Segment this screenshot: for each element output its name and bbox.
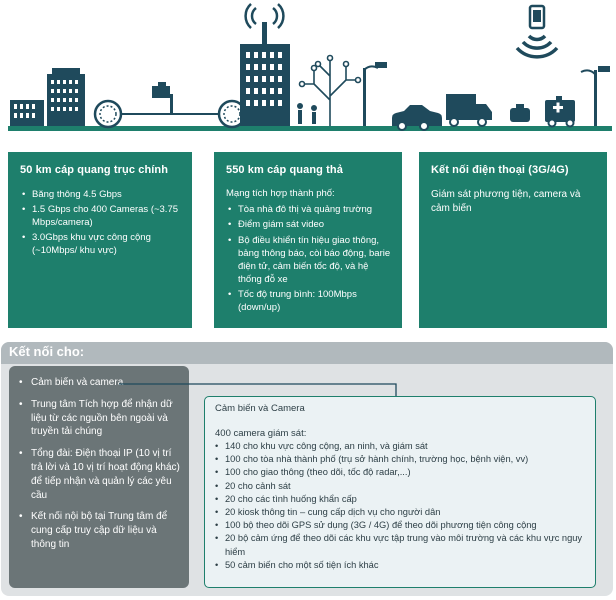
list-item: • 50 cảm biến cho một số tiện ích khác	[215, 559, 585, 572]
city-network-illustration	[0, 0, 616, 150]
person-icon	[297, 103, 317, 124]
circuit-tree-icon	[300, 56, 361, 127]
list-item: • 100 cho tòa nhà thành phố (trụ sở hành chính, trường học, bệnh viện, vv)	[215, 453, 585, 466]
camera-icon	[152, 82, 173, 114]
fiber-ground-line	[8, 126, 612, 131]
list-item: • 20 cho các tình huống khẩn cấp	[215, 493, 585, 506]
ambulance-icon	[545, 96, 575, 127]
list-item: • 100 cho giao thông (theo dõi, tốc độ radar,...)	[215, 466, 585, 479]
list-item: • 20 bộ cảm ứng để theo dõi các khu vực tập trung vào môi trường và các khu vực nguy hiểm	[215, 532, 585, 558]
list-item: • Tòa nhà đô thị và quảng trường	[226, 203, 392, 216]
building-icon	[10, 100, 44, 126]
panel-text: Giám sát phương tiện, camera và cảm biến	[431, 189, 581, 214]
truck-icon	[446, 94, 492, 126]
panel-backbone-fiber	[8, 152, 192, 328]
list-item: • Trung tâm Tích hợp để nhận dữ liệu từ các nguồn bên ngoài và truyền tải chúng	[19, 398, 181, 439]
camera-icon	[363, 62, 387, 126]
list-item: • Bộ điều khiển tín hiệu giao thông, bảng thông báo, còi báo động, barie điện tử, cảm biến tốc độ, và hệ thống đỗ xe	[226, 234, 392, 286]
list-item: • 3.0Gbps khu vực công cộng (~10Mbps/ khu vực)	[20, 231, 182, 257]
panel-title: Kết nối điện thoại (3G/4G)	[431, 164, 569, 176]
list-item: • Điểm giám sát video	[226, 218, 392, 231]
antenna-icon	[246, 4, 284, 44]
camera-icon	[581, 66, 610, 126]
list-item: • Tốc độ trung bình: 100Mbps (down/up)	[226, 288, 392, 314]
phone-icon	[530, 6, 544, 28]
detail-intro: 400 camera giám sát:	[215, 428, 307, 439]
detail-title: Cảm biến và Camera	[215, 403, 305, 414]
wifi-icon	[517, 36, 557, 57]
panel-title: 50 km cáp quang trục chính	[20, 164, 169, 176]
panel-mobile-connection	[419, 152, 607, 328]
list-item: • Cảm biến và camera	[19, 376, 181, 390]
panel-drop-fiber	[214, 152, 402, 328]
list-item: • 100 bộ theo dõi GPS sử dụng (3G / 4G) để theo dõi phương tiện công cộng	[215, 519, 585, 532]
sensor-camera-detail-box	[204, 396, 596, 588]
list-item: • 20 kiosk thông tin – cung cấp dịch vụ cho người dân	[215, 506, 585, 519]
list-item: • Băng thông 4.5 Gbps	[20, 188, 182, 201]
list-item: • Tổng đài: Điện thoại IP (10 vị trí trả lời và 10 vị trí hoạt động khác) để tiếp nhận và quản lý các yêu cầu	[19, 447, 181, 502]
section-title: Kết nối cho:	[9, 344, 85, 359]
panel-intro: Mạng tích hợp thành phố:	[226, 188, 335, 199]
list-item: • Kết nối nội bộ tại Trung tâm để cung cấp truy cập dữ liệu và thông tin	[19, 510, 181, 551]
building-icon	[47, 68, 85, 126]
list-item: • 140 cho khu vực công cộng, an ninh, và giám sát	[215, 440, 585, 453]
connection-section	[1, 342, 613, 596]
fiber-coil-icon	[95, 101, 224, 127]
car-icon	[510, 104, 530, 122]
panel-title: 550 km cáp quang thả	[226, 164, 343, 176]
building-icon	[240, 44, 290, 126]
list-item: • 20 cho cảnh sát	[215, 480, 585, 493]
list-item: • 1.5 Gbps cho 400 Cameras (~3.75 Mbps/camera)	[20, 203, 182, 229]
